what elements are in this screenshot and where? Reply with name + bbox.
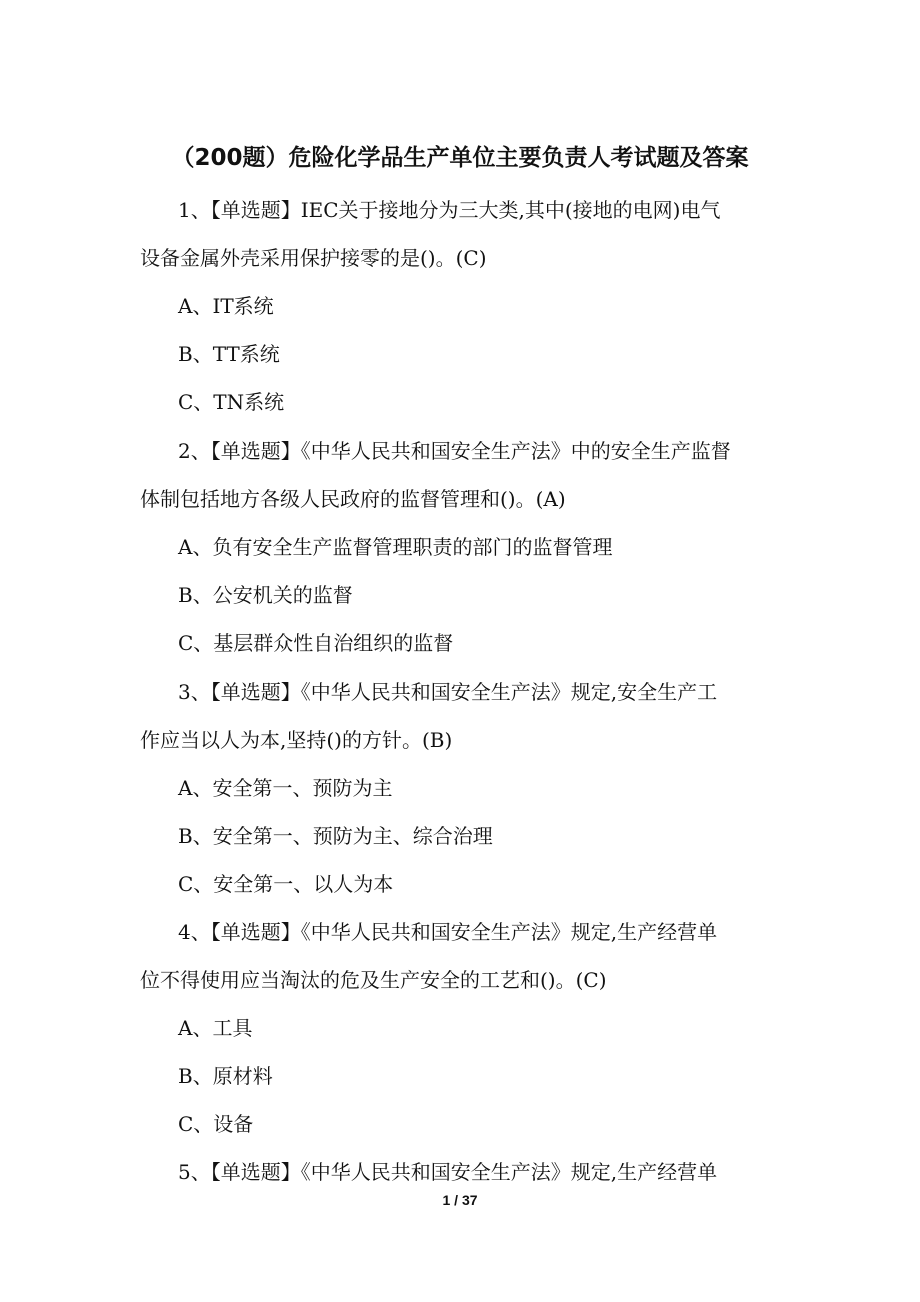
question-text: 2、【单选题】《中华人民共和国安全生产法》中的安全生产监督 xyxy=(178,439,731,463)
option-c: C、安全第一、以人为本 xyxy=(178,872,394,896)
option-c: C、TN系统 xyxy=(178,390,285,414)
page-number: 1 / 37 xyxy=(442,1192,478,1208)
option-b: B、公安机关的监督 xyxy=(178,583,353,607)
question-text-continued: 体制包括地方各级人民政府的监督管理和()。(A) xyxy=(140,487,566,511)
option-b: B、安全第一、预防为主、综合治理 xyxy=(178,824,493,848)
question-text: 5、【单选题】《中华人民共和国安全生产法》规定,生产经营单 xyxy=(178,1160,718,1184)
option-c: C、基层群众性自治组织的监督 xyxy=(178,631,454,655)
option-b: B、原材料 xyxy=(178,1064,273,1088)
question-text-continued: 位不得使用应当淘汰的危及生产安全的工艺和()。(C) xyxy=(140,968,607,992)
question-text: 1、【单选题】IEC关于接地分为三大类,其中(接地的电网)电气 xyxy=(178,198,721,222)
question-text-continued: 作应当以人为本,坚持()的方针。(B) xyxy=(140,728,453,752)
option-c: C、设备 xyxy=(178,1112,254,1136)
question-text-continued: 设备金属外壳采用保护接零的是()。(C) xyxy=(140,246,487,270)
option-a: A、安全第一、预防为主 xyxy=(178,776,393,800)
option-a: A、负有安全生产监督管理职责的部门的监督管理 xyxy=(178,535,613,559)
option-b: B、TT系统 xyxy=(178,342,280,366)
option-a: A、工具 xyxy=(178,1016,253,1040)
option-a: A、IT系统 xyxy=(178,294,274,318)
document-title: （200题）危险化学品生产单位主要负责人考试题及答案 xyxy=(171,145,749,171)
question-text: 4、【单选题】《中华人民共和国安全生产法》规定,生产经营单 xyxy=(178,920,718,944)
question-text: 3、【单选题】《中华人民共和国安全生产法》规定,安全生产工 xyxy=(178,680,718,704)
